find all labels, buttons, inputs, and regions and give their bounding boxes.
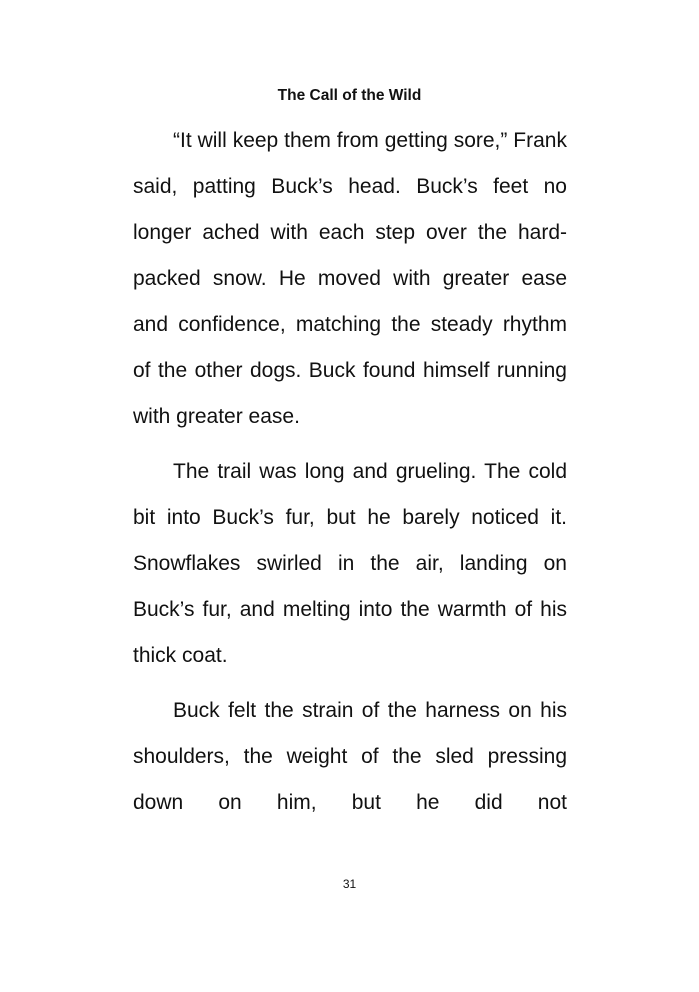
running-header-title: The Call of the Wild xyxy=(277,87,422,104)
paragraph: “It will keep them from getting sore,” Frank said, patting Buck’s head. Buck’s feet no longer ached with each step over the hard-packed snow. He moved with greater ease and confidence, matching the steady rhythm of the other dogs. Buck found himself running with greater ease. xyxy=(133,129,567,428)
page-number: 31 xyxy=(342,877,357,891)
paragraph: Buck felt the strain of the harness on his shoulders, the weight of the sled pressing down on him, but he did not xyxy=(133,699,567,814)
page-body-text xyxy=(133,118,567,826)
paragraph: The trail was long and grueling. The cold bit into Buck’s fur, but he barely noticed it. Snowflakes swirled in the air, landing on Buck’s fur, and melting into the warmth of his thick coat. xyxy=(133,460,567,667)
